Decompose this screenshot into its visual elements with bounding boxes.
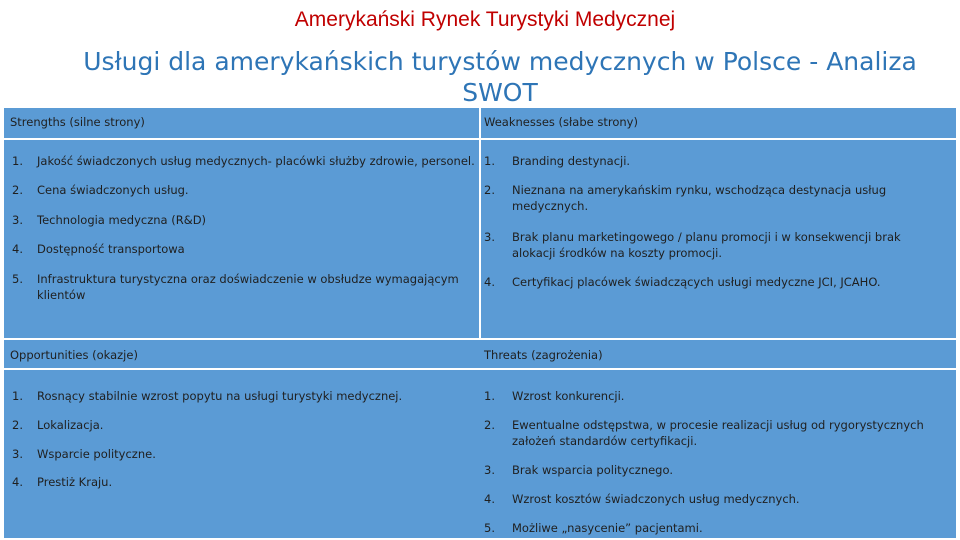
item-number: 3. — [484, 230, 495, 244]
weaknesses-header: Weaknesses (słabe strony) — [484, 115, 638, 129]
item-number: 4. — [484, 275, 495, 289]
item-number: 2. — [484, 418, 495, 432]
item-number: 4. — [12, 242, 23, 256]
row-divider-lower — [4, 368, 956, 370]
row-divider-top — [4, 138, 956, 140]
item-text: Lokalizacja. — [37, 418, 104, 432]
item-text: Cena świadczonych usług. — [37, 183, 189, 197]
item-number: 1. — [12, 389, 23, 403]
item-text: Brak wsparcia politycznego. — [512, 463, 673, 477]
item-text: Jakość świadczonych usług medycznych- placówki służby zdrowie, personel. — [37, 154, 475, 168]
item-text: Wzrost konkurencji. — [512, 389, 625, 403]
row-divider-middle — [4, 338, 956, 340]
item-number: 2. — [12, 183, 23, 197]
item-number: 5. — [12, 272, 23, 286]
item-text: Technologia medyczna (R&D) — [37, 213, 207, 227]
item-number: 1. — [484, 389, 495, 403]
item-text: Wzrost kosztów świadczonych usług medycznych. — [512, 492, 800, 506]
item-text: Infrastruktura turystyczna oraz doświadczenie w obsłudze wymagającym klientów — [37, 272, 459, 302]
item-text: Branding destynacji. — [512, 154, 631, 168]
item-number: 3. — [12, 213, 23, 227]
opportunities-header: Opportunities (okazje) — [10, 348, 138, 362]
item-text: Prestiż Kraju. — [37, 475, 113, 489]
item-number: 2. — [484, 183, 495, 197]
item-text: Nieznana na amerykańskim rynku, wschodząca destynacja usług medycznych. — [512, 183, 887, 213]
item-text: Rosnący stabilnie wzrost popytu na usługi turystyki medycznej. — [37, 389, 403, 403]
item-text: Brak planu marketingowego / planu promocji i w konsekwencji brak alokacji środków na koszty promocji. — [512, 230, 901, 260]
page-subtitle: Usługi dla amerykańskich turystów medycznych w Polsce - Analiza SWOT — [83, 47, 917, 107]
item-number: 4. — [484, 492, 495, 506]
item-number: 5. — [484, 521, 495, 535]
item-text: Wsparcie polityczne. — [37, 447, 156, 461]
item-number: 1. — [484, 154, 495, 168]
item-number: 4. — [12, 475, 23, 489]
item-number: 3. — [484, 463, 495, 477]
item-text: Certyfikacj placówek świadczących usługi medyczne JCI, JCAHO. — [512, 275, 881, 289]
threats-header: Threats (zagrożenia) — [484, 348, 603, 362]
column-divider — [479, 108, 481, 338]
strengths-header: Strengths (silne strony) — [10, 115, 145, 129]
item-text: Dostępność transportowa — [37, 242, 185, 256]
item-text: Ewentualne odstępstwa, w procesie realizacji usług od rygorystycznych założeń standardów certyfikacji. — [512, 418, 924, 448]
item-number: 2. — [12, 418, 23, 432]
item-number: 1. — [12, 154, 23, 168]
item-number: 3. — [12, 447, 23, 461]
swot-table — [4, 108, 956, 538]
item-text: Możliwe „nasycenie” pacjentami. — [512, 521, 703, 535]
page-title: Amerykański Rynek Turystyki Medycznej — [294, 8, 676, 31]
